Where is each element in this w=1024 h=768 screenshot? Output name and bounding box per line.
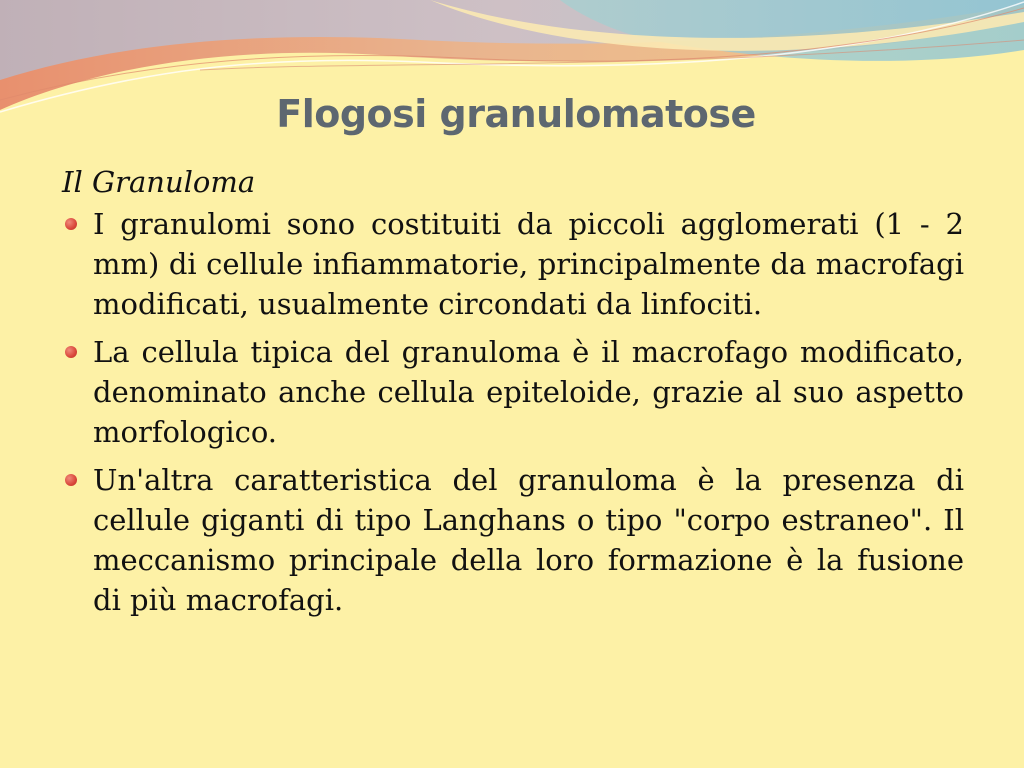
- slide-subtitle: Il Granuloma: [62, 165, 256, 199]
- bullet-item: [62, 460, 964, 620]
- bullet-item: [62, 332, 964, 452]
- bullet-list: [62, 204, 964, 620]
- bullet-item: [62, 204, 964, 324]
- slide-content: [62, 162, 964, 628]
- slide-title: Flogosi granulomatose: [276, 92, 756, 136]
- bullet-dot-icon: [65, 346, 77, 358]
- bullet-text: Un'altra caratteristica del granuloma è la presenza di cellule giganti di tipo Langhans o tipo "corpo estraneo". Il meccanismo principale della loro formazione è la fusione di più macrofagi.: [93, 463, 964, 617]
- bullet-text: I granulomi sono costituiti da piccoli agglomerati (1 - 2 mm) di cellule infiammatorie, principalmente da macrofagi modificati, usualmente circondati da linfociti.: [93, 207, 964, 321]
- bullet-dot-icon: [65, 218, 77, 230]
- bullet-text: La cellula tipica del granuloma è il macrofago modificato, denominato anche cellula epiteloide, grazie al suo aspetto morfologico.: [93, 335, 964, 449]
- bullet-dot-icon: [65, 474, 77, 486]
